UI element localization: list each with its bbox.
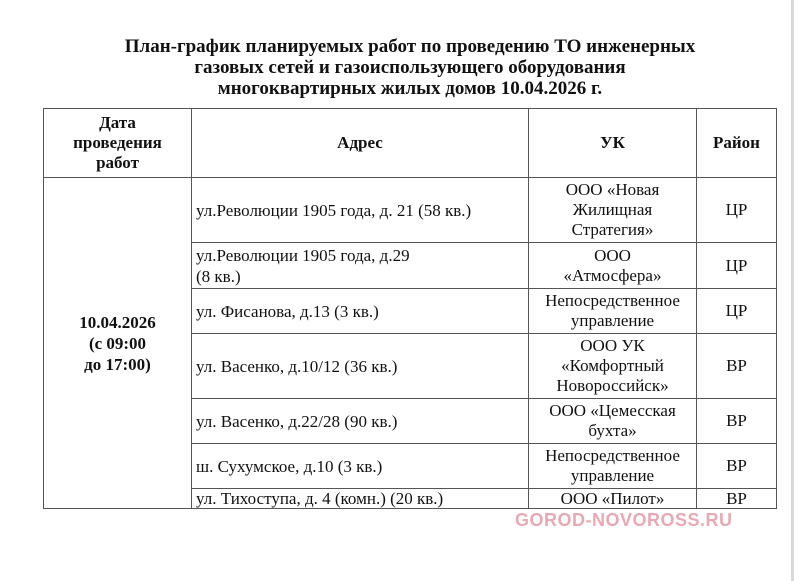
district-cell: ЦР bbox=[697, 178, 777, 243]
address-cell: ул. Васенко, д.10/12 (36 кв.) bbox=[192, 334, 529, 399]
header-date: Дата проведения работ bbox=[44, 109, 192, 178]
uk-cell: ООО «Цемесская бухта» bbox=[529, 399, 697, 444]
district-cell: ЦР bbox=[697, 243, 777, 289]
address-cell: ул. Тихоступа, д. 4 (комн.) (20 кв.) bbox=[192, 489, 529, 509]
watermark: GOROD-NOVOROSS.RU bbox=[515, 510, 733, 530]
schedule-table bbox=[43, 108, 777, 509]
address-cell: ул.Революции 1905 года, д. 21 (58 кв.) bbox=[192, 178, 529, 243]
district-cell: ВР bbox=[697, 489, 777, 509]
address-cell: ул. Васенко, д.22/28 (90 кв.) bbox=[192, 399, 529, 444]
page-title bbox=[40, 36, 780, 99]
title-line: План-график планируемых работ по проведению ТО инженерных bbox=[124, 36, 696, 57]
district-cell: ВР bbox=[697, 334, 777, 399]
district-cell: ВР bbox=[697, 399, 777, 444]
title-line: многоквартирных жилых домов 10.04.2026 г. bbox=[217, 78, 603, 99]
address-cell: ш. Сухумское, д.10 (3 кв.) bbox=[192, 444, 529, 489]
header-uk: УК bbox=[529, 109, 697, 178]
district-cell: ВР bbox=[697, 444, 777, 489]
address-cell: ул.Революции 1905 года, д.29 (8 кв.) bbox=[192, 243, 529, 289]
header-district: Район bbox=[697, 109, 777, 178]
title-line: газовых сетей и газоиспользующего оборудования bbox=[194, 57, 626, 78]
uk-cell: ООО «Новая Жилищная Стратегия» bbox=[529, 178, 697, 243]
header-address: Адрес bbox=[192, 109, 529, 178]
address-cell: ул. Фисанова, д.13 (3 кв.) bbox=[192, 289, 529, 334]
uk-cell: ООО УК «Комфортный Новороссийск» bbox=[529, 334, 697, 399]
page-edge-border bbox=[791, 0, 794, 581]
uk-cell: ООО «Пилот» bbox=[529, 489, 697, 509]
uk-cell: Непосредственное управление bbox=[529, 289, 697, 334]
table-row bbox=[44, 178, 777, 243]
uk-cell: Непосредственное управление bbox=[529, 444, 697, 489]
date-cell: 10.04.2026 (с 09:00 до 17:00) bbox=[44, 178, 192, 509]
district-cell: ЦР bbox=[697, 289, 777, 334]
table-header-row bbox=[44, 109, 777, 178]
uk-cell: ООО «Атмосфера» bbox=[529, 243, 697, 289]
